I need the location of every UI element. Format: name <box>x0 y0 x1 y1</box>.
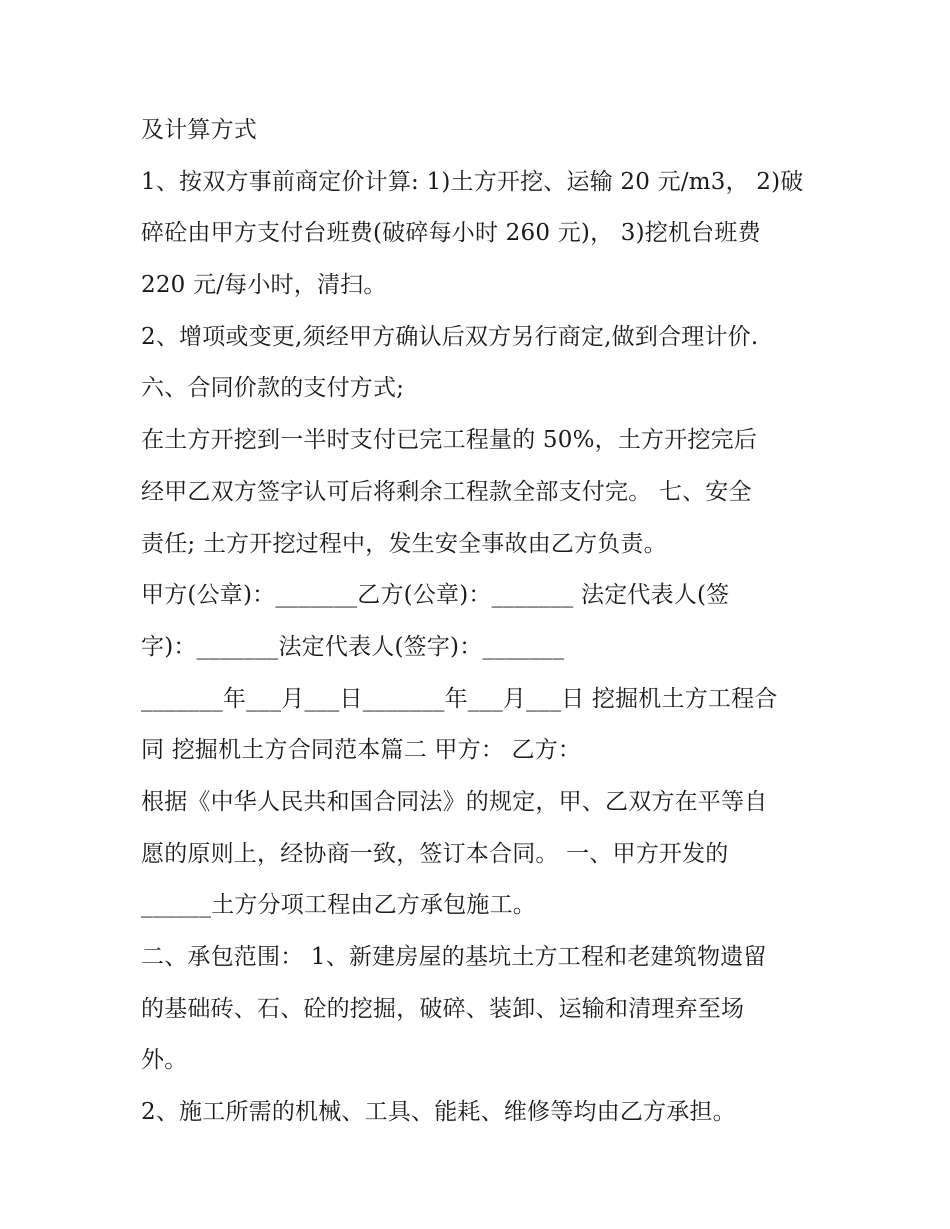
text-line: 愿的原则上，经协商一致，签订本合同。 一、甲方开发的 <box>141 840 729 867</box>
text-line: 同 挖掘机土方合同范本篇二 甲方： 乙方： <box>141 737 582 764</box>
text-line: 2、增项或变更,须经甲方确认后双方另行商定,做到合理计价. <box>141 323 759 350</box>
text-line: 在土方开挖到一半时支付已完工程量的 50%，土方开挖完后 <box>141 427 758 454</box>
text-line: 二、承包范围： 1、新建房屋的基坑土方工程和老建筑物遗留 <box>141 944 767 970</box>
text-line: 责任; 土方开挖过程中，发生安全事故由乙方负责。 <box>141 530 667 557</box>
text-line: 220 元/每小时，清扫。 <box>141 272 387 299</box>
text-line: 外。 <box>141 1047 188 1074</box>
text-line: 根据《中华人民共和国合同法》的规定，甲、乙双方在平等自 <box>141 788 768 815</box>
text-line: 2、施工所需的机械、工具、能耗、维修等均由乙方承担。 <box>141 1099 736 1126</box>
text-line: 甲方(公章)：_______乙方(公章)：_______ 法定代表人(签 <box>141 582 730 609</box>
text-line: 经甲乙双方签字认可后将剩余工程款全部支付完。 七、安全 <box>141 478 752 505</box>
text-line: ______土方分项工程由乙方承包施工。 <box>141 892 536 919</box>
document-body <box>141 108 831 1142</box>
text-line: 碎砼由甲方支付台班费(破碎每小时 260 元)， 3)挖机台班费 <box>141 220 761 247</box>
text-line: 的基础砖、石、砼的挖掘，破碎、装卸、运输和清理弃至场 <box>141 995 745 1022</box>
text-line: 字)：_______法定代表人(签字)：_______ <box>141 633 565 660</box>
text-line: _______年___月___日_______年___月___日 挖掘机土方工程合 <box>141 685 778 712</box>
text-line: 六、合同价款的支付方式; <box>141 375 405 402</box>
text-line: 1、按双方事前商定价计算: 1)土方开挖、运输 20 元/m3， 2)破 <box>141 168 804 195</box>
text-line: 及计算方式 <box>141 117 257 143</box>
